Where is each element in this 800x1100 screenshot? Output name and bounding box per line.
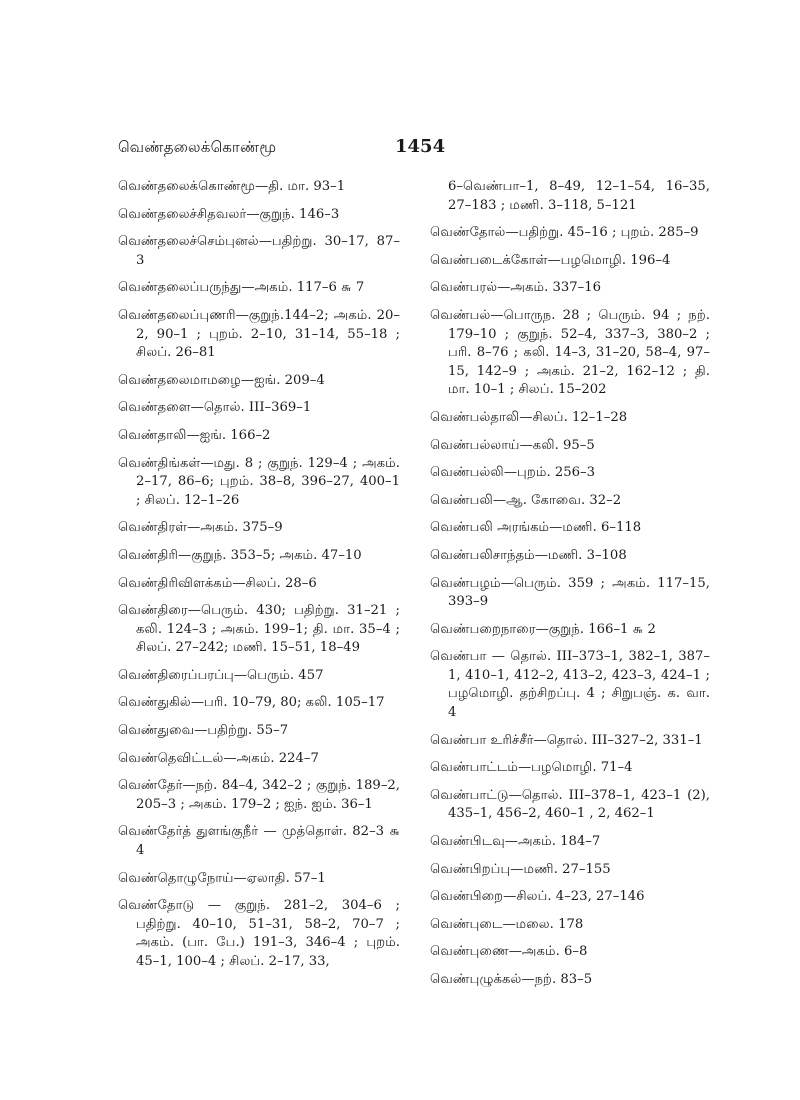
right-column: [430, 178, 710, 999]
index-entry: வெண்பா — தொல். III–373–1, 382–1, 387–1, 410–1, 412–2, 413–2, 423–3, 424–1 ; பழமொழி. தற்சிறப்பு. 4 ; சிறுபஞ். க. வா. 4: [430, 649, 710, 721]
index-entry: வெண்தலைச்செம்புனல்—பதிற்று. 30–17, 87–3: [118, 234, 400, 268]
index-entry: வெண்தலைக்கொண்மூ—தி. மா. 93–1: [118, 179, 346, 194]
index-entry: வெண்பல்—பொருந. 28 ; பெரும். 94 ; நற். 179–10 ; குறுந். 52–4, 337–3, 380–2 ; பரி. 8–76 ; கலி. 14–3, 31–20, 58–4, 97–15, 142–9 ; அகம். 21–2, 162–12 ; தி. மா. 10–1 ; சிலப். 15–202: [430, 307, 710, 398]
index-entry: வெண்பிறை—சிலப். 4–23, 27–146: [430, 889, 645, 905]
index-entry: வெண்பல்லி—புறம். 256–3: [430, 465, 595, 481]
index-entry: வெண்படைக்கோள்—பழமொழி. 196–4: [430, 252, 671, 268]
index-entry: வெண்தேர்த் துளங்குநீர் — முத்தொள். 82–3 ௬ 4: [118, 824, 400, 859]
left-column: [118, 178, 400, 981]
index-entry: வெண்பரல்—அகம். 337–16: [430, 280, 602, 296]
index-entry: வெண்தொழுநோய்—ஏலாதி. 57–1: [118, 870, 326, 886]
index-entry: வெண்தாலி—ஐங். 166–2: [118, 427, 271, 443]
index-entry: வெண்திரி—குறுந். 353–5; அகம். 47–10: [118, 547, 362, 563]
index-entry: வெண்தோடு — குறுந். 281–2, 304–6 ; பதிற்று. 40–10, 51–31, 58–2, 70–7 ; அகம். (பா. பே.) 191–3, 346–4 ; புறம். 45–1, 100–4 ; சிலப். 2–17, 33,: [118, 898, 400, 969]
index-entry: வெண்திரள்—அகம். 375–9: [118, 520, 283, 536]
index-entry: வெண்திங்கள்—மது. 8 ; குறுந். 129–4 ; அகம். 2–17, 86–6; புறம். 38–8, 396–27, 400–1 ; சிலப். 12–1–26: [118, 455, 400, 508]
index-entry: வெண்பலி அரங்கம்—மணி. 6–118: [430, 520, 642, 536]
index-entry: வெண்துகில்—பரி. 10–79, 80; கலி. 105–17: [118, 695, 385, 711]
index-entry: வெண்புழுக்கல்—நற். 83–5: [430, 972, 593, 987]
index-entry: வெண்திரை—பெரும். 430; பதிற்று. 31–21 ; கலி. 124–3 ; அகம். 199–1; தி. மா. 35–4 ; சிலப். 27–242; மணி. 15–51, 18–49: [118, 603, 400, 656]
index-entry: வெண்புடை—மலை. 178: [430, 916, 584, 932]
index-entry: வெண்பா உரிச்சீர்—தொல். III–327–2, 331–1: [430, 732, 703, 748]
index-entry: வெண்பலிசாந்தம்—மணி. 3–108: [430, 547, 627, 563]
index-entry: வெண்தலைமாமழை—ஐங். 209–4: [118, 372, 325, 388]
index-entry: வெண்பிடவு—அகம். 184–7: [430, 834, 601, 850]
index-entry: வெண்தலைப்புணரி—குறுந்.144–2; அகம். 20–2, 90–1 ; புறம். 2–10, 31–14, 55–18 ; சிலப். 26–81: [118, 307, 400, 361]
running-head: [0, 138, 800, 168]
index-entry: வெண்தலைச்சிதவலர்—குறுந். 146–3: [118, 206, 340, 222]
index-entry: வெண்தலைப்பருந்து—அகம். 117–6 ௬ 7: [118, 280, 365, 296]
index-entry: வெண்துவை—பதிற்று. 55–7: [118, 723, 289, 739]
index-entry: வெண்பிறப்பு—மணி. 27–155: [430, 861, 611, 877]
page-number: 1454: [395, 136, 446, 157]
index-entry: வெண்திரைப்பரப்பு—பெரும். 457: [118, 667, 324, 683]
index-entry: வெண்பல்லாய்—கலி. 95–5: [430, 437, 595, 453]
index-entry: வெண்பாட்டம்—பழமொழி. 71–4: [430, 760, 633, 776]
index-entry: வெண்பலி—ஆ. கோவை. 32–2: [430, 492, 622, 508]
index-entry: வெண்பாட்டு—தொல். III–378–1, 423–1 (2), 435–1, 456–2, 460–1 , 2, 462–1: [430, 787, 710, 822]
index-entry: வெண்பறைநாரை—குறுந். 166–1 ௬ 2: [430, 621, 656, 637]
index-entry: வெண்தளை—தொல். III–369–1: [118, 400, 312, 416]
index-entry: வெண்தோல்—பதிற்று. 45–16 ; புறம். 285–9: [430, 225, 699, 241]
index-entry: வெண்தேர்—நற். 84–4, 342–2 ; குறுந். 189–2, 205–3 ; அகம். 179–2 ; ஐந். ஐம். 36–1: [118, 778, 400, 812]
index-entry: வெண்தெவிட்டல்—அகம். 224–7: [118, 750, 319, 766]
index-entry: வெண்திரிவிளக்கம்—சிலப். 28–6: [118, 575, 317, 591]
index-entry: வெண்புணை—அகம். 6–8: [430, 944, 588, 960]
index-entry: 6–வெண்பா–1, 8–49, 12–1–54, 16–35, 27–183 ; மணி. 3–118, 5–121: [448, 179, 710, 213]
index-entry: வெண்பழம்—பெரும். 359 ; அகம். 117–15, 393–9: [430, 575, 710, 610]
head-word: வெண்தலைக்கொண்மூ: [118, 138, 277, 156]
index-entry: வெண்பல்தாலி—சிலப். 12–1–28: [430, 409, 628, 425]
